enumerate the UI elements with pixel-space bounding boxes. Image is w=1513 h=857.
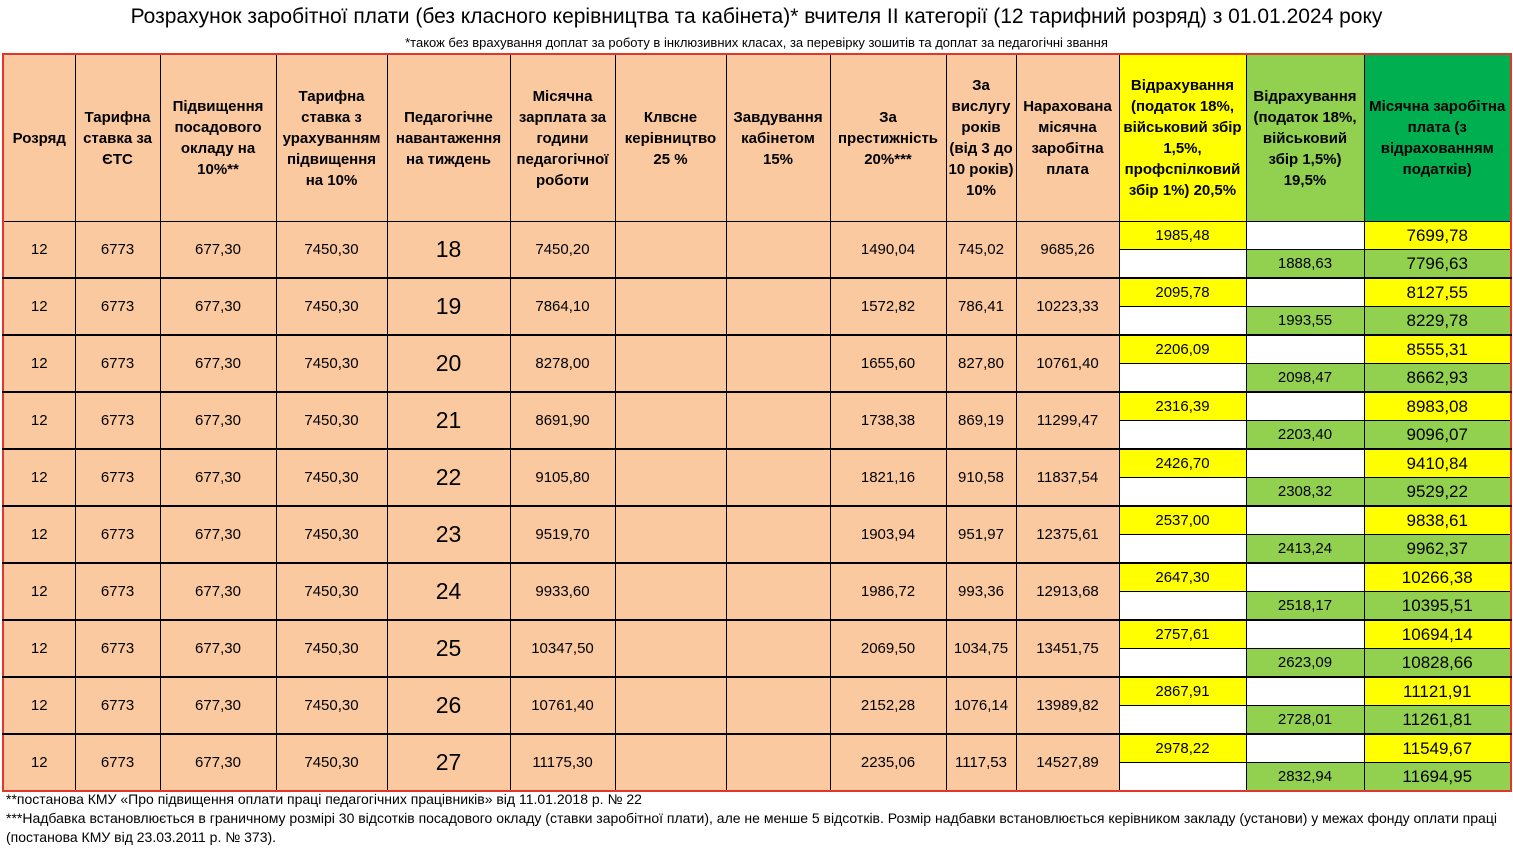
cell-empty — [1119, 649, 1246, 678]
cell-seniority: 786,41 — [946, 278, 1016, 335]
header-deduction-b: Відрахування (податок 18%, військовий збір 1,5%) 19,5% — [1246, 54, 1364, 222]
cell-deduction-b: 2623,09 — [1246, 649, 1364, 678]
cell-monthly: 7864,10 — [510, 278, 615, 335]
cell-rate-raised: 7450,30 — [276, 222, 387, 279]
cell-rank: 12 — [3, 335, 75, 392]
table-row — [3, 278, 1511, 307]
cell-rate-raised: 7450,30 — [276, 620, 387, 677]
cell-rate-raised: 7450,30 — [276, 449, 387, 506]
cell-deduction-b: 2728,01 — [1246, 706, 1364, 735]
cell-prestige: 1655,60 — [830, 335, 946, 392]
cell-net-b: 10828,66 — [1364, 649, 1511, 678]
cell-rate: 6773 — [75, 222, 160, 279]
cell-rate: 6773 — [75, 734, 160, 791]
cell-deduction-b: 2832,94 — [1246, 763, 1364, 792]
cell-monthly: 9933,60 — [510, 563, 615, 620]
cell-seniority: 745,02 — [946, 222, 1016, 279]
cell-hours: 27 — [387, 734, 510, 791]
cell-accrued: 13989,82 — [1016, 677, 1119, 734]
cell-raise: 677,30 — [160, 392, 276, 449]
cell-hours: 19 — [387, 278, 510, 335]
cell-accrued: 10223,33 — [1016, 278, 1119, 335]
cell-class-lead — [615, 449, 726, 506]
table-row — [3, 677, 1511, 706]
cell-accrued: 9685,26 — [1016, 222, 1119, 279]
cell-net-b: 8662,93 — [1364, 364, 1511, 393]
cell-monthly: 10347,50 — [510, 620, 615, 677]
cell-seniority: 993,36 — [946, 563, 1016, 620]
cell-net-a: 8127,55 — [1364, 278, 1511, 307]
cell-empty — [1246, 677, 1364, 706]
cell-raise: 677,30 — [160, 278, 276, 335]
cell-net-b: 9529,22 — [1364, 478, 1511, 507]
cell-rank: 12 — [3, 278, 75, 335]
cell-rate-raised: 7450,30 — [276, 734, 387, 791]
cell-empty — [1119, 706, 1246, 735]
cell-class-lead — [615, 677, 726, 734]
cell-cabinet — [726, 506, 830, 563]
cell-deduction-b: 2413,24 — [1246, 535, 1364, 564]
cell-deduction-a: 2647,30 — [1119, 563, 1246, 592]
cell-cabinet — [726, 392, 830, 449]
cell-class-lead — [615, 278, 726, 335]
cell-hours: 21 — [387, 392, 510, 449]
header-seniority: За вислугу років (від 3 до 10 років) 10% — [946, 54, 1016, 222]
salary-table — [2, 53, 1512, 792]
table-row — [3, 563, 1511, 592]
cell-empty — [1246, 449, 1364, 478]
cell-deduction-a: 2206,09 — [1119, 335, 1246, 364]
cell-net-a: 9838,61 — [1364, 506, 1511, 535]
table-row — [3, 392, 1511, 421]
header-prestige: За престижність 20%*** — [830, 54, 946, 222]
table-row — [3, 222, 1511, 250]
cell-empty — [1119, 421, 1246, 450]
cell-cabinet — [726, 278, 830, 335]
cell-raise: 677,30 — [160, 620, 276, 677]
cell-deduction-a: 2537,00 — [1119, 506, 1246, 535]
cell-accrued: 11299,47 — [1016, 392, 1119, 449]
header-row — [3, 54, 1511, 222]
cell-rate: 6773 — [75, 677, 160, 734]
table-row — [3, 734, 1511, 763]
cell-net-a: 8555,31 — [1364, 335, 1511, 364]
cell-class-lead — [615, 506, 726, 563]
cell-empty — [1246, 620, 1364, 649]
footnote-2: ***Надбавка встановлюється в граничному розмірі 30 відсотків посадового окладу (ставки заробітної плати), але не менше 5 відсотків. Розмір надбавки встановлюється керівником закладу (установи) у межах фонду оплати праці (постанова КМУ від 23.03.2011 р. № 373). — [6, 810, 1497, 845]
cell-deduction-b: 1993,55 — [1246, 307, 1364, 336]
cell-seniority: 1117,53 — [946, 734, 1016, 791]
cell-class-lead — [615, 734, 726, 791]
header-rate-raised: Тарифна ставка з урахуванням підвищення на 10% — [276, 54, 387, 222]
cell-raise: 677,30 — [160, 449, 276, 506]
table-row — [3, 449, 1511, 478]
cell-seniority: 1034,75 — [946, 620, 1016, 677]
cell-cabinet — [726, 677, 830, 734]
cell-empty — [1119, 592, 1246, 621]
cell-empty — [1246, 278, 1364, 307]
cell-deduction-b: 2203,40 — [1246, 421, 1364, 450]
cell-empty — [1246, 222, 1364, 250]
header-net: Місячна заробітна плата (з відрахованням податків) — [1364, 54, 1511, 222]
cell-deduction-a: 2426,70 — [1119, 449, 1246, 478]
header-rank: Розряд — [3, 54, 75, 222]
cell-rate: 6773 — [75, 506, 160, 563]
cell-class-lead — [615, 620, 726, 677]
cell-class-lead — [615, 563, 726, 620]
cell-accrued: 14527,89 — [1016, 734, 1119, 791]
cell-empty — [1246, 563, 1364, 592]
cell-prestige: 1490,04 — [830, 222, 946, 279]
cell-rate-raised: 7450,30 — [276, 677, 387, 734]
cell-deduction-b: 2098,47 — [1246, 364, 1364, 393]
cell-accrued: 10761,40 — [1016, 335, 1119, 392]
cell-rate: 6773 — [75, 449, 160, 506]
cell-net-b: 7796,63 — [1364, 250, 1511, 279]
cell-rate: 6773 — [75, 278, 160, 335]
cell-accrued: 12375,61 — [1016, 506, 1119, 563]
cell-hours: 24 — [387, 563, 510, 620]
header-hours: Педагогічне навантаження на тиждень — [387, 54, 510, 222]
header-rate: Тарифна ставка за ЄТС — [75, 54, 160, 222]
cell-empty — [1119, 478, 1246, 507]
cell-prestige: 1572,82 — [830, 278, 946, 335]
cell-raise: 677,30 — [160, 734, 276, 791]
cell-cabinet — [726, 734, 830, 791]
cell-monthly: 8691,90 — [510, 392, 615, 449]
cell-net-b: 11694,95 — [1364, 763, 1511, 792]
cell-seniority: 869,19 — [946, 392, 1016, 449]
cell-hours: 22 — [387, 449, 510, 506]
cell-cabinet — [726, 620, 830, 677]
page-title: Розрахунок заробітної плати (без класного керівництва та кабінета)* вчителя ІІ категорії (12 тарифний розряд) з 01.01.2024 року — [130, 5, 1383, 28]
cell-deduction-b: 1888,63 — [1246, 250, 1364, 279]
cell-deduction-a: 2867,91 — [1119, 677, 1246, 706]
cell-cabinet — [726, 222, 830, 279]
cell-hours: 18 — [387, 222, 510, 279]
cell-rank: 12 — [3, 563, 75, 620]
cell-empty — [1246, 506, 1364, 535]
cell-rank: 12 — [3, 620, 75, 677]
cell-deduction-a: 1985,48 — [1119, 222, 1246, 250]
cell-net-a: 7699,78 — [1364, 222, 1511, 250]
cell-cabinet — [726, 563, 830, 620]
cell-empty — [1246, 734, 1364, 763]
cell-hours: 20 — [387, 335, 510, 392]
cell-hours: 23 — [387, 506, 510, 563]
cell-prestige: 1821,16 — [830, 449, 946, 506]
cell-accrued: 11837,54 — [1016, 449, 1119, 506]
cell-prestige: 2152,28 — [830, 677, 946, 734]
cell-monthly: 7450,20 — [510, 222, 615, 279]
cell-seniority: 1076,14 — [946, 677, 1016, 734]
cell-prestige: 2235,06 — [830, 734, 946, 791]
cell-rank: 12 — [3, 449, 75, 506]
cell-accrued: 13451,75 — [1016, 620, 1119, 677]
footnotes — [6, 790, 1506, 847]
cell-net-b: 8229,78 — [1364, 307, 1511, 336]
cell-empty — [1119, 307, 1246, 336]
cell-cabinet — [726, 335, 830, 392]
cell-net-b: 9962,37 — [1364, 535, 1511, 564]
table-row — [3, 620, 1511, 649]
cell-empty — [1246, 335, 1364, 364]
cell-deduction-a: 2757,61 — [1119, 620, 1246, 649]
cell-deduction-a: 2095,78 — [1119, 278, 1246, 307]
cell-rate-raised: 7450,30 — [276, 278, 387, 335]
header-cabinet: Завдування кабінетом 15% — [726, 54, 830, 222]
cell-net-b: 10395,51 — [1364, 592, 1511, 621]
cell-empty — [1119, 250, 1246, 279]
cell-accrued: 12913,68 — [1016, 563, 1119, 620]
cell-rank: 12 — [3, 392, 75, 449]
header-deduction-a: Відрахування (податок 18%, військовий збір 1,5%, профспілковий збір 1%) 20,5% — [1119, 54, 1246, 222]
cell-net-a: 11549,67 — [1364, 734, 1511, 763]
cell-net-b: 11261,81 — [1364, 706, 1511, 735]
cell-raise: 677,30 — [160, 222, 276, 279]
table-body — [3, 222, 1511, 792]
cell-deduction-a: 2978,22 — [1119, 734, 1246, 763]
cell-prestige: 2069,50 — [830, 620, 946, 677]
cell-raise: 677,30 — [160, 335, 276, 392]
cell-net-a: 11121,91 — [1364, 677, 1511, 706]
cell-rate-raised: 7450,30 — [276, 335, 387, 392]
cell-raise: 677,30 — [160, 563, 276, 620]
header-monthly: Місячна зарплата за години педагогічної роботи — [510, 54, 615, 222]
cell-deduction-b: 2518,17 — [1246, 592, 1364, 621]
cell-net-a: 10694,14 — [1364, 620, 1511, 649]
cell-seniority: 910,58 — [946, 449, 1016, 506]
cell-seniority: 951,97 — [946, 506, 1016, 563]
cell-raise: 677,30 — [160, 506, 276, 563]
cell-hours: 26 — [387, 677, 510, 734]
table-row — [3, 335, 1511, 364]
cell-empty — [1119, 364, 1246, 393]
cell-monthly: 11175,30 — [510, 734, 615, 791]
cell-rate: 6773 — [75, 620, 160, 677]
cell-prestige: 1738,38 — [830, 392, 946, 449]
cell-rate-raised: 7450,30 — [276, 506, 387, 563]
cell-net-b: 9096,07 — [1364, 421, 1511, 450]
cell-rank: 12 — [3, 222, 75, 279]
cell-rank: 12 — [3, 677, 75, 734]
cell-empty — [1119, 763, 1246, 792]
cell-class-lead — [615, 392, 726, 449]
cell-rate-raised: 7450,30 — [276, 392, 387, 449]
cell-prestige: 1903,94 — [830, 506, 946, 563]
cell-deduction-b: 2308,32 — [1246, 478, 1364, 507]
cell-monthly: 10761,40 — [510, 677, 615, 734]
header-accrued: Нарахована місячна заробітна плата — [1016, 54, 1119, 222]
page-subtitle: *також без врахування доплат за роботу в інклюзивних класах, за перевірку зошитів та доплат за педагогічні звання — [405, 35, 1108, 50]
cell-prestige: 1986,72 — [830, 563, 946, 620]
footnote-1: **постанова КМУ «Про підвищення оплати праці педагогічних працівників» від 11.01.2018 р. № 22 — [6, 791, 642, 807]
cell-monthly: 8278,00 — [510, 335, 615, 392]
cell-rate-raised: 7450,30 — [276, 563, 387, 620]
cell-hours: 25 — [387, 620, 510, 677]
cell-rank: 12 — [3, 506, 75, 563]
cell-net-a: 10266,38 — [1364, 563, 1511, 592]
table-row — [3, 506, 1511, 535]
cell-cabinet — [726, 449, 830, 506]
cell-seniority: 827,80 — [946, 335, 1016, 392]
cell-net-a: 8983,08 — [1364, 392, 1511, 421]
cell-monthly: 9519,70 — [510, 506, 615, 563]
cell-empty — [1246, 392, 1364, 421]
cell-net-a: 9410,84 — [1364, 449, 1511, 478]
cell-deduction-a: 2316,39 — [1119, 392, 1246, 421]
cell-rate: 6773 — [75, 335, 160, 392]
cell-class-lead — [615, 335, 726, 392]
cell-rate: 6773 — [75, 392, 160, 449]
cell-empty — [1119, 535, 1246, 564]
header-raise: Підвищення посадового окладу на 10%** — [160, 54, 276, 222]
cell-raise: 677,30 — [160, 677, 276, 734]
cell-rank: 12 — [3, 734, 75, 791]
cell-rate: 6773 — [75, 563, 160, 620]
cell-monthly: 9105,80 — [510, 449, 615, 506]
cell-class-lead — [615, 222, 726, 279]
header-class-lead: Клвсне керівництво 25 % — [615, 54, 726, 222]
